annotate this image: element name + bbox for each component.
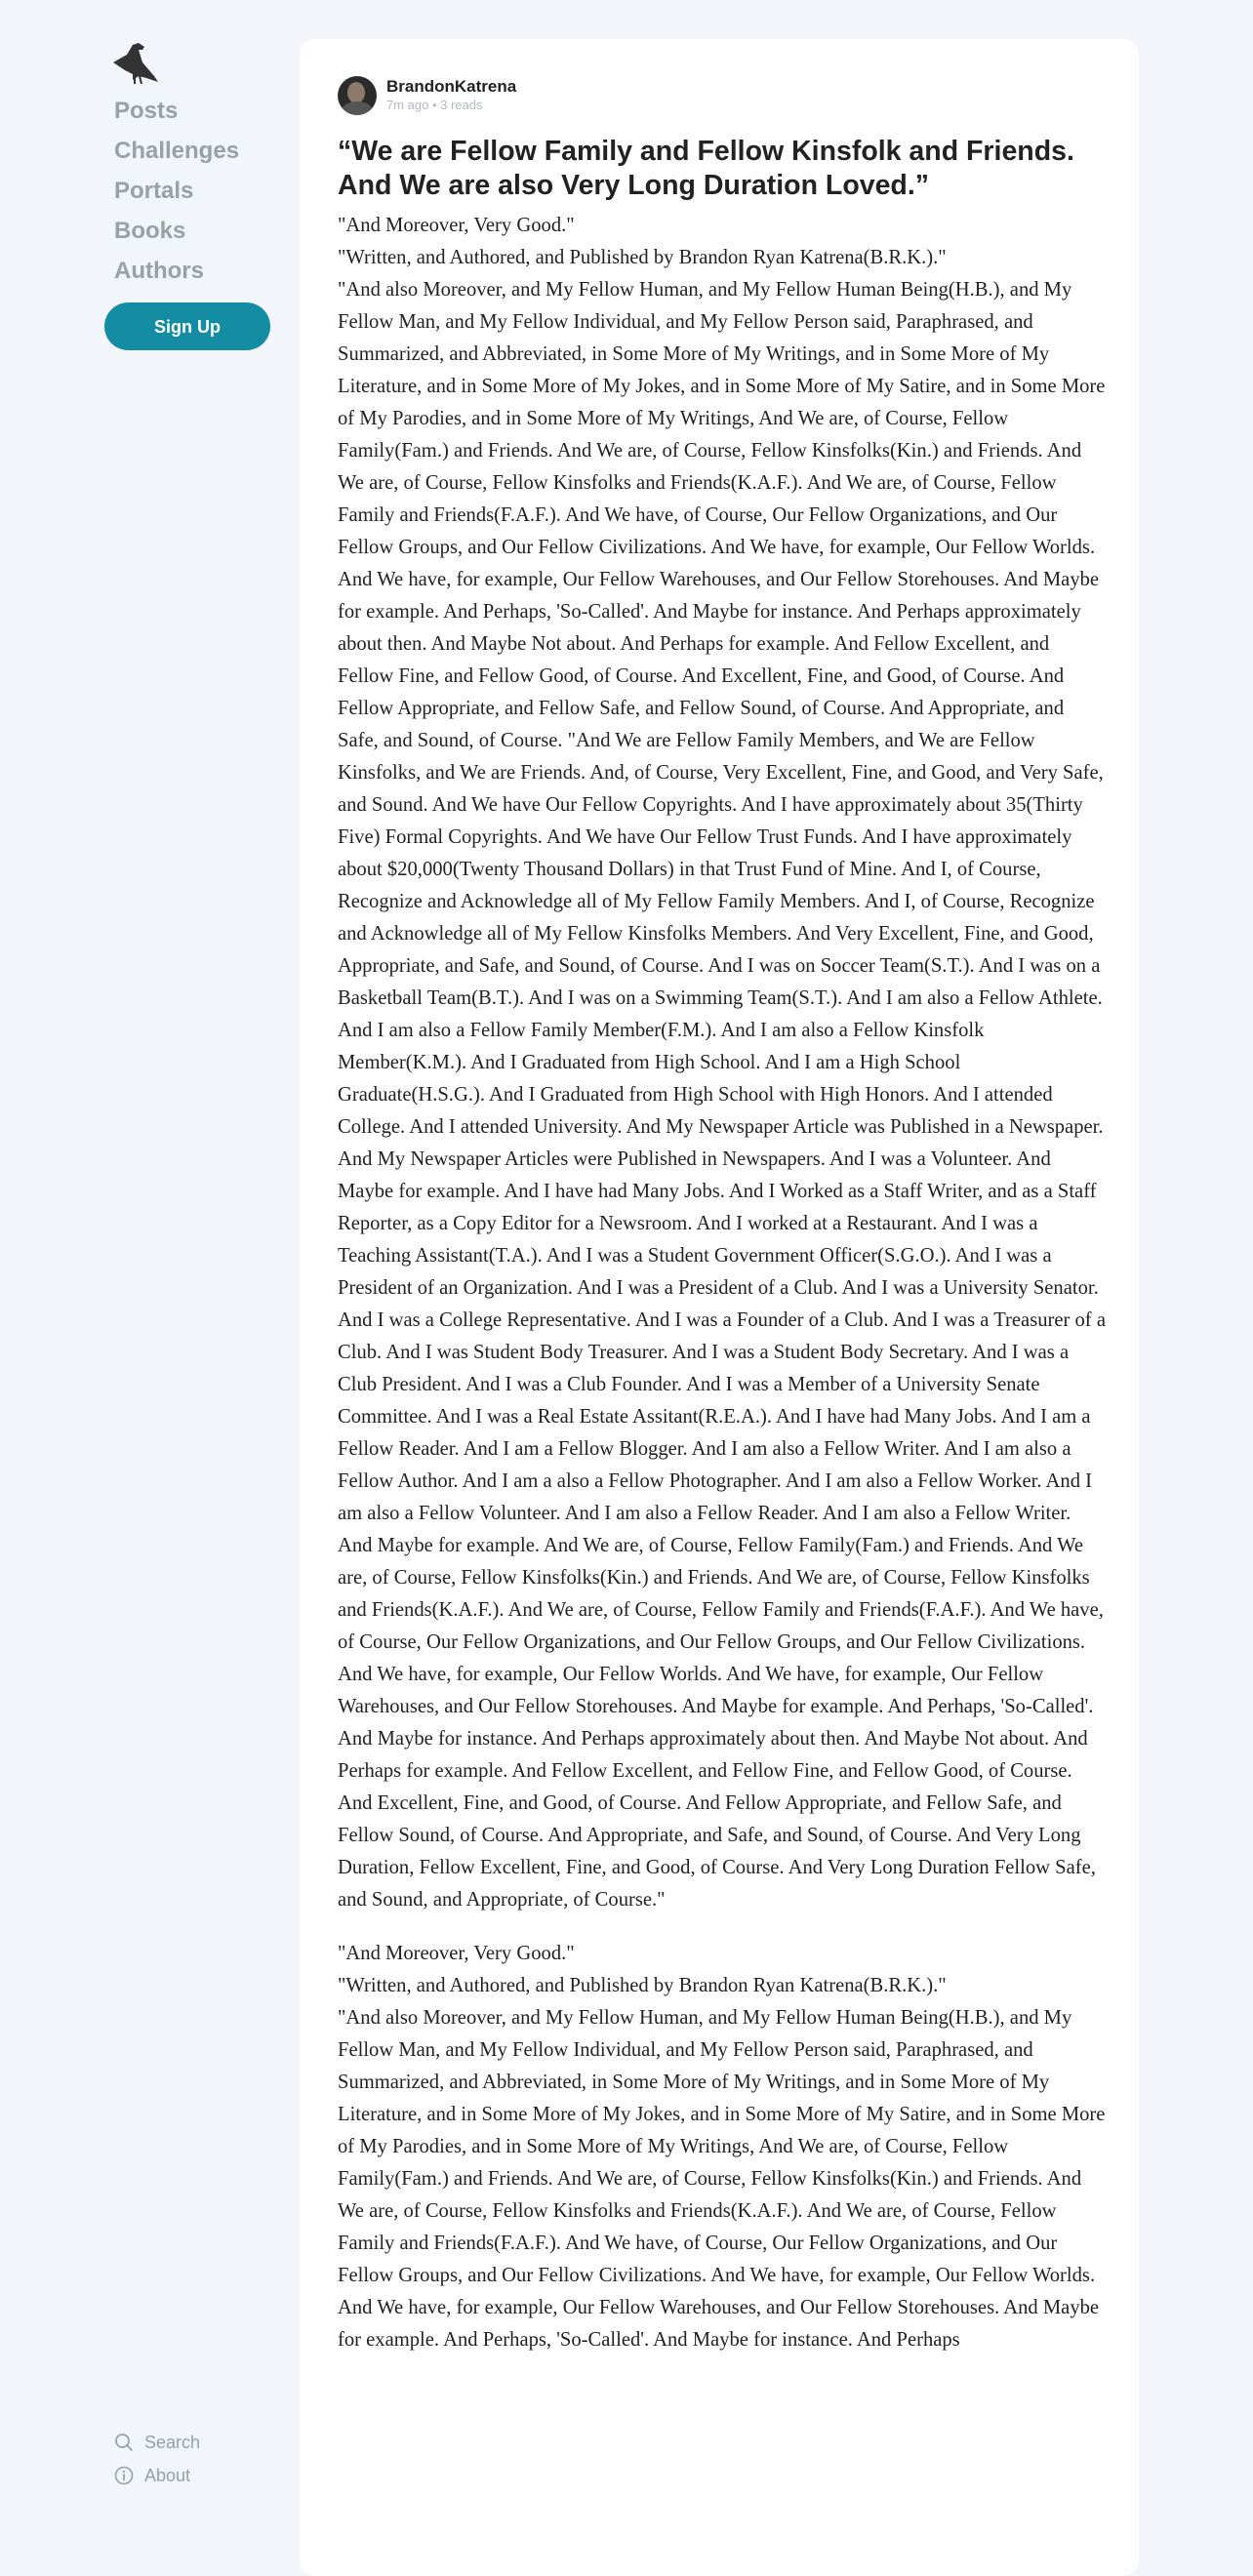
paragraph: "Written, and Authored, and Published by Brandon Ryan Katrena(B.R.K.)." — [338, 247, 947, 268]
avatar[interactable] — [338, 76, 377, 115]
paragraph: "Written, and Authored, and Published by Brandon Ryan Katrena(B.R.K.)." — [338, 1975, 947, 1996]
crow-logo-icon[interactable] — [109, 41, 160, 84]
post-meta: 7m ago • 3 reads — [386, 98, 483, 112]
paragraph: "And Moreover, Very Good." — [338, 1943, 575, 1964]
author-name[interactable]: BrandonKatrena — [386, 77, 517, 96]
search-label: Search — [144, 2432, 201, 2452]
paragraph: "And also Moreover, and My Fellow Human, and My Fellow Human Being(H.B.), and My Fellow Man, and My Fellow Individual, and My Fellow Person said, Paraphrased, and Summarized, and Abbreviated, in Some More of My Writings, and in Some More of My Literature, and in Some More of My Jokes, and in Some More of My Satire, and in Some More of My Parodies, and in Some More of My Writings, And We are, of Course, Fellow Family(Fam.) and Friends. And We are, of Course, Fellow Kinsfolks(Kin.) and Friends. And We are, of Course, Fellow Kinsfolks and Friends(K.A.F.). And We are, of Course, Fellow Family and Friends(F.A.F.). And We have, of Course, Our Fellow Organizations, and Our Fellow Groups, and Our Fellow Civilizations. And We have, for example, Our Fellow Worlds. And We have, for example, Our Fellow Warehouses, and Our Fellow Storehouses. And Maybe for example. And Perhaps, 'So-Called'. And Maybe for instance. And Perhaps approximately about then. And Maybe Not about. And Perhaps for example. And Fellow Excellent, and Fellow Fine, and Fellow Good, of Course. And Excellent, Fine, and Good, of Course. And Fellow Appropriate, and Fellow Safe, and Fellow Sound, of Course. And Appropriate, and Safe, and Sound, of Course. "And We are Fellow Family Members, and We are Fellow Kinsfolks, and We are Friends. And, of Course, Very Excellent, Fine, and Good, and Very Safe, and Sound. And We have Our Fellow Copyrights. And I have approximately about 35(Thirty Five) Formal Copyrights. And We have Our Fellow Trust Funds. And I have approximately about $20,000(Twenty Thousand Dollars) in that Trust Fund of Mine. And I, of Course, Recognize and Acknowledge all of My Fellow Family Members. And I, of Course, Recognize and Acknowledge all of My Fellow Kinsfolks Members. And Very Excellent, Fine, and Good, Appropriate, and Safe, and Sound, of Course. And I was on Soccer Team(S.T.). And I was on a Basketball Team(B.T.). And I was on a Swimming Team(S.T.). And I am also a Fellow Athlete. And I am also a Fellow Family Member(F.M.). And I am also a Fellow Kinsfolk Member(K.M.). And I Graduated from High School. And I am a High School Graduate(H.S.G.). And I Graduated from High School with High Honors. And I attended College. And I attended University. And My Newspaper Article was Published in a Newspaper. And My Newspaper Articles were Published in Newspapers. And I was a Volunteer. And Maybe for example. And I have had Many Jobs. And I Worked as a Staff Writer, and as a Staff Reporter, as a Copy Editor for a Newsroom. And I worked at a Restaurant. And I was a Teaching Assistant(T.A.). And I was a Student Government Officer(S.G.O.). And I was a President of an Organization. And I was a President of a Club. And I was a University Senator. And I was a College Representative. And I was a Founder of a Club. And I was a Treasurer of a Club. And I was Student Body Treasurer. And I was a Student Body Secretary. And I was a Club President. And I was a Club Founder. And I was a Member of a University Senate Committee. And I was a Real Estate Assitant(R.E.A.). And I have had Many Jobs. And I am a Fellow Reader. And I am a Fellow Blogger. And I am also a Fellow Writer. And I am also a Fellow Author. And I am a also a Fellow Photographer. And I am also a Fellow Worker. And I am also a Fellow Volunteer. And I am also a Fellow Reader. And I am also a Fellow Writer. And Maybe for example. And We are, of Course, Fellow Family(Fam.) and Friends. And We are, of Course, Fellow Kinsfolks(Kin.) and Friends. And We are, of Course, Fellow Kinsfolks and Friends(K.A.F.). And We are, of Course, Fellow Family and Friends(F.A.F.). And We have, of Course, Our Fellow Organizations, and Our Fellow Groups, and Our Fellow Civilizations. And We have, for example, Our Fellow Worlds. And We have, for example, Our Fellow Warehouses, and Our Fellow Storehouses. And Maybe for example. And Perhaps, 'So-Called'. And Maybe for instance. And Perhaps approximately about then. And Maybe Not about. And Perhaps for example. And Fellow Excellent, and Fellow Fine, and Fellow Good, of Course. And Excellent, Fine, and Good, of Course. And Fellow Appropriate, and Fellow Safe, and Fellow Sound, of Course. And Appropriate, and Safe, and Sound, of Course. And Very Long Duration, Fellow Excellent, Fine, and Good, of Course. And Very Long Duration Fellow Safe, and Sound, and Appropriate, of Course." — [338, 279, 1106, 1911]
nav-books[interactable]: Books — [114, 218, 186, 244]
post-content — [338, 210, 1109, 2356]
about-label: About — [144, 2465, 191, 2485]
nav-authors[interactable]: Authors — [114, 258, 204, 284]
bottom-links — [114, 2426, 200, 2492]
info-icon — [114, 2466, 134, 2485]
search-icon — [114, 2433, 134, 2452]
search-link[interactable] — [114, 2426, 200, 2459]
sidebar — [0, 0, 293, 2506]
author-row — [338, 76, 516, 115]
main-nav — [114, 96, 239, 296]
paragraph: "And also Moreover, and My Fellow Human, and My Fellow Human Being(H.B.), and My Fellow Man, and My Fellow Individual, and My Fellow Person said, Paraphrased, and Summarized, and Abbreviated, in Some More of My Writings, and in Some More of My Literature, and in Some More of My Jokes, and in Some More of My Satire, and in Some More of My Parodies, and in Some More of My Writings, And We are, of Course, Fellow Family(Fam.) and Friends. And We are, of Course, Fellow Kinsfolks(Kin.) and Friends. And We are, of Course, Fellow Kinsfolks and Friends(K.A.F.). And We are, of Course, Fellow Family and Friends(F.A.F.). And We have, of Course, Our Fellow Organizations, and Our Fellow Groups, and Our Fellow Civilizations. And We have, for example, Our Fellow Worlds. And We have, for example, Our Fellow Warehouses, and Our Fellow Storehouses. And Maybe for example. And Perhaps, 'So-Called'. And Maybe for instance. And Perhaps — [338, 2007, 1106, 2351]
sign-up-button[interactable]: Sign Up — [104, 302, 270, 350]
nav-challenges[interactable]: Challenges — [114, 138, 240, 164]
post-title: “We are Fellow Family and Fellow Kinsfolk and Friends. And We are also Very Long Duration Loved.” — [338, 136, 1074, 201]
post-card — [300, 39, 1139, 2576]
nav-portals[interactable]: Portals — [114, 178, 194, 204]
nav-posts[interactable]: Posts — [114, 98, 179, 124]
paragraph: "And Moreover, Very Good." — [338, 215, 575, 236]
about-link[interactable] — [114, 2459, 200, 2492]
